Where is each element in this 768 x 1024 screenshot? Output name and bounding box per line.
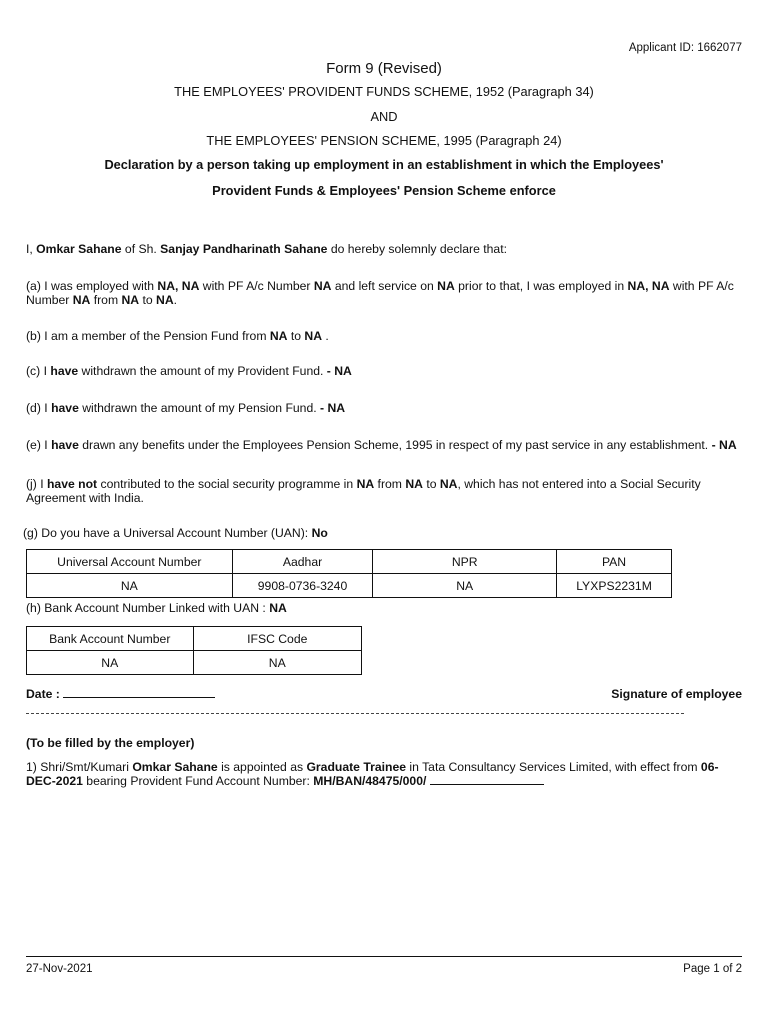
- ifsc-value: NA: [193, 651, 361, 675]
- bank-account-value: NA: [27, 651, 194, 675]
- uan-value: NA: [27, 574, 233, 598]
- aadhar-value: 9908-0736-3240: [232, 574, 373, 598]
- bank-table: [26, 626, 362, 675]
- clause-g: (g) Do you have a Universal Account Number (UAN): No: [23, 526, 328, 540]
- clause-b: (b) I am a member of the Pension Fund from NA to NA .: [26, 329, 329, 343]
- table-header-row: [27, 627, 362, 651]
- pan-header: PAN: [557, 550, 672, 574]
- clause-j: (j) I have not contributed to the social security programme in NA from NA to NA, which has not entered into a Social Security Agreement with India.: [26, 477, 701, 505]
- uan-table: [26, 549, 672, 598]
- separator-dashed: [26, 713, 684, 714]
- pf-account-number: MH/BAN/48475/000/: [313, 774, 427, 788]
- pf-number-blank: [430, 784, 544, 785]
- ifsc-header: IFSC Code: [193, 627, 361, 651]
- clause-a: (a) I was employed with NA, NA with PF A/c Number NA and left service on NA prior to that, I was employed in NA, NA with PF A/c Number NA from NA to NA.: [26, 279, 734, 307]
- footer-date: 27-Nov-2021: [26, 963, 93, 975]
- designation: Graduate Trainee: [306, 760, 407, 774]
- date-blank: [63, 697, 215, 698]
- signature-label: Signature of employee: [611, 687, 742, 701]
- footer-rule: [26, 956, 742, 957]
- intro-paragraph: I, Omkar Sahane of Sh. Sanjay Pandharinath Sahane do hereby solemnly declare that:: [26, 242, 507, 256]
- declaration-line-2: Provident Funds & Employees' Pension Scheme enforce: [212, 183, 556, 198]
- npr-header: NPR: [373, 550, 557, 574]
- table-header-row: [27, 550, 672, 574]
- date-label: Date :: [26, 687, 64, 701]
- table-row: [27, 574, 672, 598]
- npr-value: NA: [373, 574, 557, 598]
- bank-account-header: Bank Account Number: [27, 627, 194, 651]
- scheme-title-2: THE EMPLOYEES' PENSION SCHEME, 1995 (Paragraph 24): [206, 133, 562, 148]
- pan-value: LYXPS2231M: [557, 574, 672, 598]
- employer-heading: (To be filled by the employer): [26, 736, 195, 750]
- aadhar-header: Aadhar: [232, 550, 373, 574]
- scheme-title-1: THE EMPLOYEES' PROVIDENT FUNDS SCHEME, 1952 (Paragraph 34): [174, 84, 594, 99]
- form-title: Form 9 (Revised): [326, 60, 442, 77]
- appointee-name: Omkar Sahane: [132, 760, 218, 774]
- employee-name: Omkar Sahane: [36, 242, 122, 256]
- effective-date: 06-DEC-2021: [26, 760, 719, 788]
- employer-paragraph: 1) Shri/Smt/Kumari Omkar Sahane is appointed as Graduate Trainee in Tata Consultancy Services Limited, with effect from 06-DEC-2021 bearing Provident Fund Account Number: MH/BAN/48475/000/: [26, 760, 719, 788]
- clause-c: (c) I have withdrawn the amount of my Provident Fund. - NA: [26, 364, 352, 378]
- table-row: [27, 651, 362, 675]
- page-number: Page 1 of 2: [683, 963, 742, 975]
- applicant-id: Applicant ID: 1662077: [628, 42, 742, 54]
- clause-e: (e) I have drawn any benefits under the Employees Pension Scheme, 1995 in respect of my past service in any establishment. - NA: [26, 438, 737, 452]
- father-name: Sanjay Pandharinath Sahane: [160, 242, 328, 256]
- clause-h: (h) Bank Account Number Linked with UAN : NA: [26, 601, 287, 615]
- and-label: AND: [370, 109, 398, 124]
- uan-header: Universal Account Number: [27, 550, 233, 574]
- declaration-line-1: Declaration by a person taking up employment in an establishment in which the Employees': [104, 157, 664, 172]
- clause-d: (d) I have withdrawn the amount of my Pension Fund. - NA: [26, 401, 346, 415]
